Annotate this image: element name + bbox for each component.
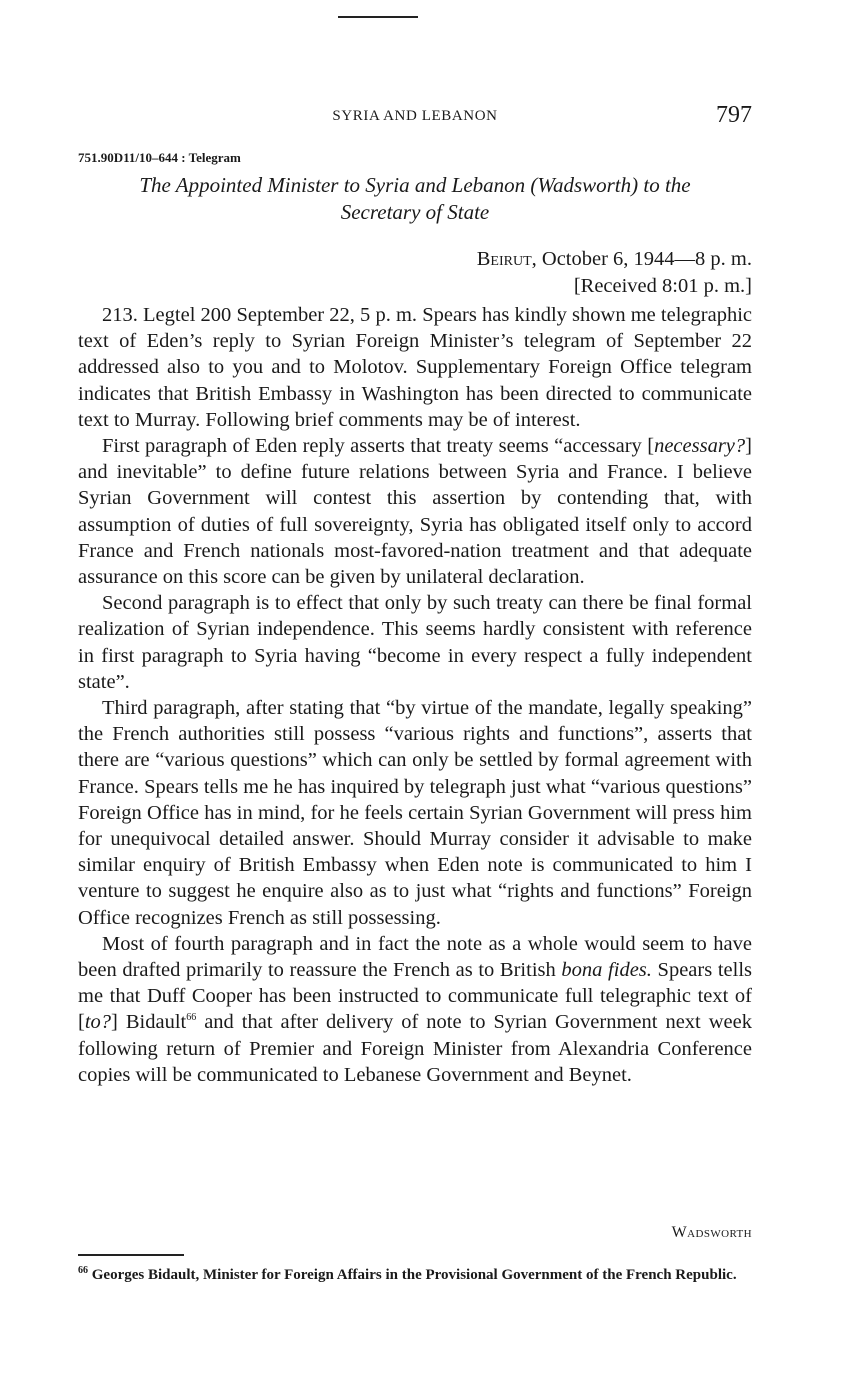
heading-line-2: Secretary of State xyxy=(340,200,490,224)
paragraph-4: Third paragraph, after stating that “by virtue of the mandate, legally speaking” the French authorities still possess “various rights and functions”, asserts that there are “various questions” which can only be settled by formal agreement with France. Spears tells me he has inquired by telegraph just what “various questions” Foreign Office has in mind, for he feels certain Syrian Government will press him for unequivocal detailed answer. Should Murray consider it advisable to make similar enquiry of British Embassy when Eden note is communicated to him I venture to suggest he enquire also as to just what “rights and functions” Foreign Office recognizes French as still possessing. xyxy=(78,697,752,929)
document-heading xyxy=(78,172,752,226)
footnote-reference: 66 xyxy=(186,1012,197,1024)
dateline-date: , October 6, 1944—8 p. m. xyxy=(531,248,752,270)
dateline xyxy=(477,246,752,300)
paragraph-5-text-c: ] Bidault xyxy=(111,1011,187,1034)
running-head-title: SYRIA AND LEBANON xyxy=(332,108,498,124)
paragraph-2 xyxy=(78,433,752,590)
dateline-received: [Received 8:01 p. m.] xyxy=(573,275,752,297)
footnote xyxy=(78,1265,752,1286)
paragraph-2-text-a: First paragraph of Eden reply asserts that treaty seems “accessary [ xyxy=(102,435,655,458)
dateline-place-date xyxy=(477,246,752,273)
paragraph-5-text-b: Spears tells me that Duff Cooper has been instructed to communicate full telegraphic text of [ xyxy=(78,959,753,1034)
footnote-marker: 66 xyxy=(78,1265,88,1276)
paragraph-5-text-a: Most of fourth paragraph and in fact the note as a whole would seem to have been drafted primarily to reassure the French as to British xyxy=(78,932,752,982)
running-head xyxy=(78,102,752,130)
paragraph-2-text-b: ] and inevitable” to define future relations between Syria and France. I believe Syrian Government will contest this assertion by contending that, with assumption of duties of full sovereignty, Syria has obligated itself only to accord France and French nationals most-favored-nation treatment and that adequate assurance on this score can be given by unilateral declaration. xyxy=(78,435,752,589)
dateline-place: Beirut xyxy=(476,248,532,270)
footnote-text: Georges Bidault, Minister for Foreign Affairs in the Provisional Government of the French Republic. xyxy=(88,1267,737,1283)
paragraph-5-text-d: and that after delivery of note to Syrian Government next week following return of Premier and Foreign Minister from Alexandria Conference copies will be communicated to Lebanese Government and Beynet. xyxy=(78,1011,752,1086)
footnote-rule xyxy=(78,1254,184,1256)
paragraph-2-editorial-insert: necessary? xyxy=(654,435,746,458)
page-number: 797 xyxy=(716,102,752,128)
paragraph-1: 213. Legtel 200 September 22, 5 p. m. Spears has kindly shown me telegraphic text of Eden’s reply to Syrian Foreign Minister’s telegram of September 22 addressed also to you and to Molotov. Supplementary Foreign Office telegram indicates that British Embassy in Washington has been directed to communicate text to Murray. Following brief comments may be of interest. xyxy=(78,304,752,431)
top-rule xyxy=(338,16,418,18)
heading-line-1: The Appointed Minister to Syria and Lebanon (Wadsworth) to the xyxy=(139,173,691,197)
telegram-body xyxy=(78,302,752,1088)
signature: Wadsworth xyxy=(671,1224,752,1241)
paragraph-5-italic-bona-fides: bona fides. xyxy=(561,959,652,982)
document-reference: 751.90D11/10–644 : Telegram xyxy=(78,150,241,165)
paragraph-5 xyxy=(78,931,752,1088)
paragraph-3: Second paragraph is to effect that only by such treaty can there be final formal realization of Syrian independence. This seems hardly consistent with reference in first paragraph to Syria having “become in every respect a fully independent state”. xyxy=(78,592,752,693)
paragraph-5-editorial-insert: to? xyxy=(84,1011,112,1034)
